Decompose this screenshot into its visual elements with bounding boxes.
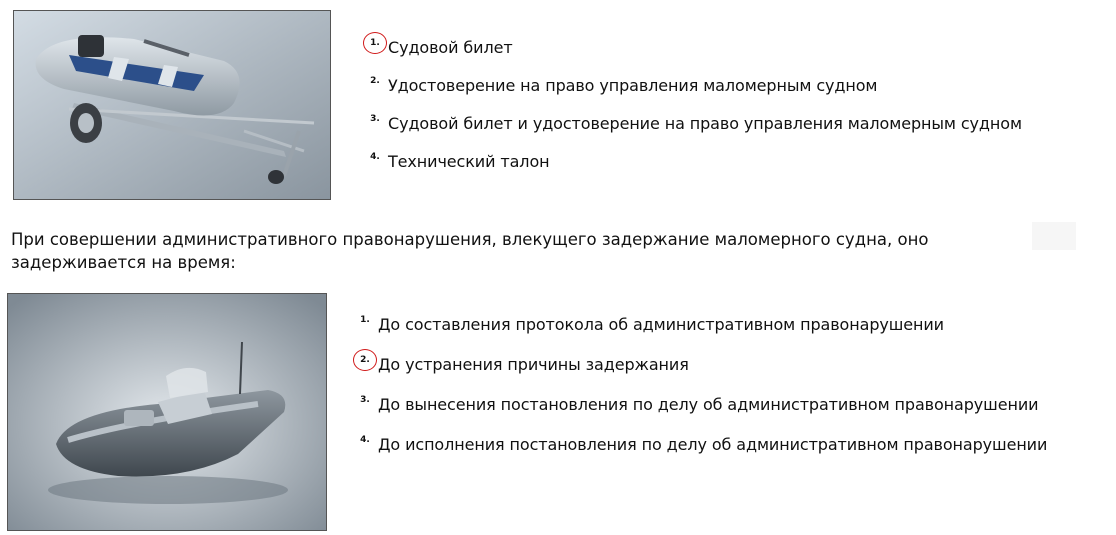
answer-option-2[interactable]: [352, 344, 1047, 384]
answer-text: До составления протокола об административном правонарушении: [378, 314, 944, 334]
answer-text: Технический талон: [388, 151, 550, 171]
answer-list-question-2: [352, 304, 1047, 464]
answer-option-1[interactable]: [352, 304, 1047, 344]
answer-text: До устранения причины задержания: [378, 354, 689, 374]
answer-number: 4.: [370, 152, 380, 162]
answer-number-selected: 2.: [352, 355, 378, 365]
answer-number: 4.: [360, 435, 370, 445]
answer-number: 1.: [360, 315, 370, 325]
answer-option-1[interactable]: [362, 28, 1022, 66]
answer-option-4[interactable]: [362, 142, 1022, 180]
answer-text: Судовой билет: [388, 37, 513, 57]
answer-option-4[interactable]: [352, 424, 1047, 464]
answer-text: Удостоверение на право управления маломерным судном: [388, 75, 878, 95]
answer-number: 3.: [370, 114, 380, 124]
answer-text: До исполнения постановления по делу об административном правонарушении: [378, 434, 1048, 454]
answer-number: 2.: [370, 76, 380, 86]
answer-option-2[interactable]: [362, 66, 1022, 104]
rigid-inflatable-boat-icon: [7, 293, 327, 531]
scan-artifact: [1032, 222, 1076, 250]
answer-text: До вынесения постановления по делу об административном правонарушении: [378, 394, 1039, 414]
answer-number-selected: 1.: [362, 38, 388, 48]
question-text: При совершении административного правонарушения, влекущего задержание маломерного судна, оно задерживается на время:: [11, 230, 929, 272]
answer-text: Судовой билет и удостоверение на право управления маломерным судном: [388, 113, 1022, 133]
answer-list-question-1: [362, 28, 1022, 180]
answer-option-3[interactable]: [352, 384, 1047, 424]
inflatable-boat-on-trailer-icon: [13, 10, 331, 200]
answer-option-3[interactable]: [362, 104, 1022, 142]
answer-number: 3.: [360, 395, 370, 405]
